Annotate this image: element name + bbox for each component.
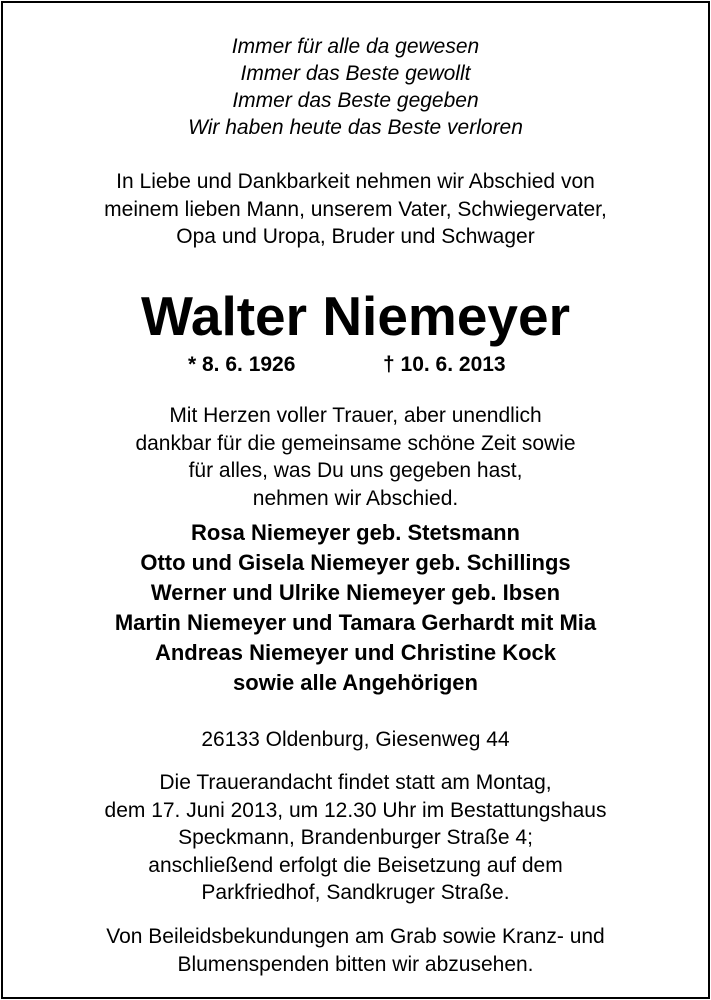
poem-line: Wir haben heute das Beste verloren — [188, 116, 523, 139]
message-line: nehmen wir Abschied. — [252, 486, 459, 510]
intro-line: Opa und Uropa, Bruder und Schwager — [176, 225, 535, 248]
farewell-message — [3, 402, 708, 512]
closing-line: Blumenspenden bitten wir abzusehen. — [177, 952, 534, 976]
death-date: † 10. 6. 2013 — [383, 353, 506, 376]
mourner-name: Martin Niemeyer und Tamara Gerhardt mit Mia — [114, 610, 597, 635]
mourner-name: Otto und Gisela Niemeyer geb. Schillings — [140, 550, 571, 575]
closing-note — [3, 923, 708, 978]
birth-date: * 8. 6. 1926 — [188, 353, 296, 376]
service-line: anschließend erfolgt die Beisetzung auf dem — [148, 853, 563, 877]
poem-line: Immer für alle da gewesen — [231, 35, 480, 58]
mourner-name: Rosa Niemeyer geb. Stetsmann — [191, 520, 520, 545]
message-line: für alles, was Du uns gegeben hast, — [188, 459, 523, 482]
intro-text — [3, 168, 708, 251]
intro-line: In Liebe und Dankbarkeit nehmen wir Abschied von — [116, 170, 595, 193]
mourners-list — [3, 518, 708, 698]
memorial-poem — [3, 33, 708, 141]
mourner-name: sowie alle Angehörigen — [233, 670, 478, 695]
obituary-notice — [1, 1, 710, 999]
poem-line: Immer das Beste gegeben — [232, 89, 479, 112]
service-line: Parkfriedhof, Sandkruger Straße. — [201, 881, 510, 904]
closing-line: Von Beileidsbekundungen am Grab sowie Kranz- und — [106, 925, 605, 948]
mourner-name: Werner und Ulrike Niemeyer geb. Ibsen — [150, 580, 561, 605]
service-details — [3, 769, 708, 907]
deceased-name: Walter Niemeyer — [141, 285, 570, 347]
message-line: Mit Herzen voller Trauer, aber unendlich — [169, 404, 542, 427]
mourner-name: Andreas Niemeyer und Christine Kock — [154, 640, 556, 665]
intro-line: meinem lieben Mann, unserem Vater, Schwiegervater, — [104, 197, 607, 221]
family-address: 26133 Oldenburg, Giesenweg 44 — [201, 728, 510, 751]
message-line: dankbar für die gemeinsame schöne Zeit sowie — [135, 431, 576, 455]
life-dates — [3, 350, 708, 380]
poem-line: Immer das Beste gewollt — [240, 62, 471, 85]
service-line: Die Trauerandacht findet statt am Montag, — [159, 771, 552, 794]
service-line: Speckmann, Brandenburger Straße 4; — [178, 826, 533, 849]
service-line: dem 17. Juni 2013, um 12.30 Uhr im Bestattungshaus — [104, 798, 607, 822]
